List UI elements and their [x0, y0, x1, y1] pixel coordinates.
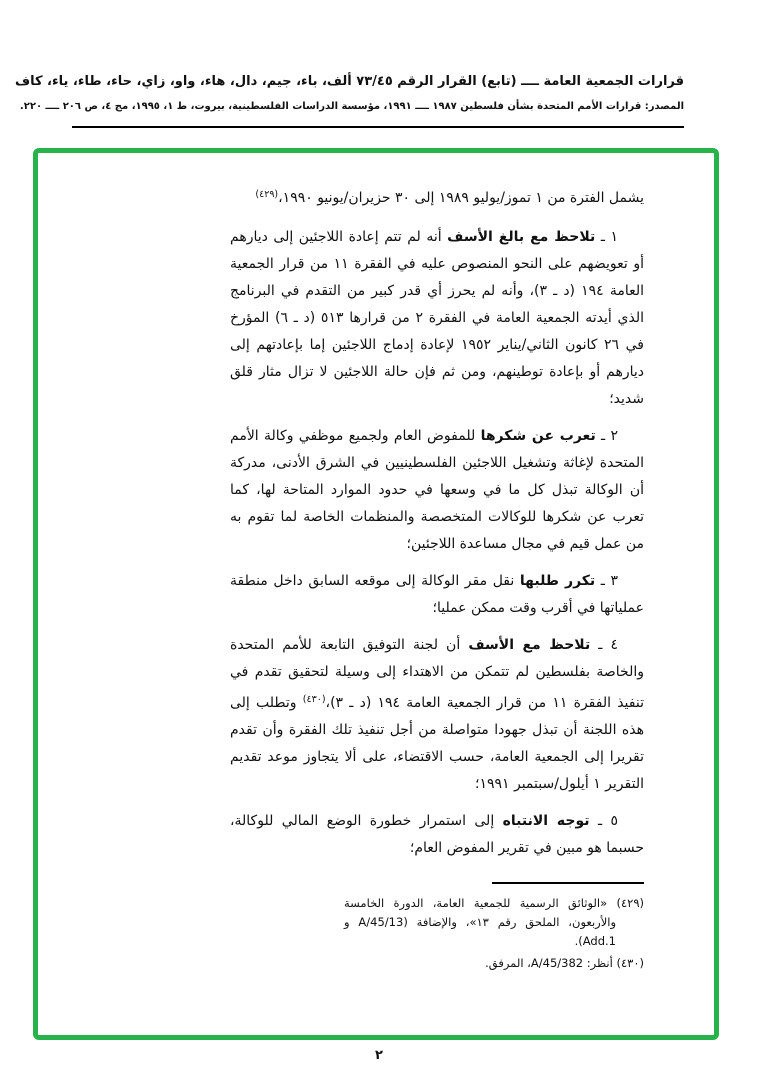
resolution-text-block [38, 153, 714, 1035]
paragraph-number: ١ ـ [600, 229, 618, 245]
footnote-ref-429: (٤٢٩) [255, 189, 279, 200]
paragraph-number: ٤ ـ [598, 637, 619, 653]
header-divider [72, 126, 684, 128]
scan-highlight-frame [33, 148, 719, 1040]
paragraph-lead: تعرب عن شكرها [480, 428, 596, 444]
page-header-title: قرارات الجمعية العامة ــــ (تابع) القرار الرقم ٧٣/٤٥ ألف، باء، جيم، دال، هاء، واو، زاي، حاء، طاء، ياء، كاف [14, 74, 684, 89]
operative-paragraph-2 [230, 423, 644, 558]
paragraph-lead: تلاحظ مع بالغ الأسف [447, 229, 596, 245]
paragraph-text: إلى استمرار خطورة الوضع المالي للوكالة، حسبما هو مبين في تقرير المفوض العام؛ [230, 813, 644, 856]
paragraph-text: للمفوض العام ولجميع موظفي وكالة الأمم المتحدة لإغاثة وتشغيل اللاجئين الفلسطينيين في الشرق الأدنى، مدركة أن الوكالة تبذل كل ما في وسعها في حدود الموارد المتاحة لها، كما تعرب عن شكرها للوكالات المتخصصة والمنظمات الخاصة لما تقوم به من عمل قيم في مجال مساعدة اللاجئين؛ [230, 428, 644, 552]
paragraph-lead: توجه الانتباه [502, 813, 590, 829]
operative-paragraph-3 [230, 568, 644, 622]
paragraph-lead: تكرر طلبها [519, 573, 596, 589]
paragraph-text: يشمل الفترة من ١ تموز/يوليو ١٩٨٩ إلى ٣٠ حزيران/يونيو ١٩٩٠، [278, 190, 644, 206]
paragraph-text: نقل مقر الوكالة إلى موقعه السابق داخل منطقة عملياتها في أقرب وقت ممكن عمليا؛ [230, 573, 644, 616]
page-header-source: المصدر: قرارات الأمم المتحدة بشأن فلسطين ١٩٨٧ ــــ ١٩٩١، مؤسسة الدراسات الفلسطينية، بيروت، ط ١، ١٩٩٥، مج ٤، ص ٢٠٦ ــــ ٢٢٠. [19, 101, 684, 112]
paragraph-text: أنه لم تتم إعادة اللاجئين إلى ديارهم أو تعويضهم على النحو المنصوص عليه في الفقرة ١١ من قرار الجمعية العامة ١٩٤ (د ـ ٣)، وأنه لم يحرز أي قدر كبير من التقدم في البرنامج الذي أيدته الجمعية العامة في الفقرة ٢ من قرارها ٥١٣ (د ـ ٦) المؤرخ في ٢٦ كانون الثاني/يناير ١٩٥٢ لإعادة إدماج اللاجئين إما بإعادتهم إلى ديارهم أو بإعادة توطينهم، ومن ثم فإن حالة اللاجئين لا تزال مثار قلق شديد؛ [230, 229, 644, 407]
footnotes-section [230, 882, 644, 973]
footnote-430: (٤٣٠) أنظر: A/45/382، المرفق. [485, 956, 644, 970]
paragraph-lead: تلاحظ مع الأسف [468, 637, 591, 653]
paragraph-number: ٣ ـ [600, 573, 618, 589]
operative-paragraph-1 [230, 224, 644, 413]
footnote-separator [492, 882, 644, 884]
paragraph-number: ٥ ـ [597, 813, 619, 829]
preamble-paragraph [230, 181, 644, 212]
operative-paragraph-5 [230, 808, 644, 862]
page-number: ٢ [375, 1048, 383, 1063]
paragraph-text: وتطلب إلى هذه اللجنة أن تبذل جهودا متواصلة من أجل تنفيذ تلك الفقرة وأن تقدم تقريرا إلى الجمعية العامة، حسب الاقتضاء، على ألا يتجاوز موعد تقديم التقرير ١ أيلول/سبتمبر ١٩٩١؛ [230, 695, 644, 792]
footnote-429: (٤٢٩) «الوثائق الرسمية للجمعية العامة، الدورة الخامسة والأربعون، الملحق رقم ١٣»، والإضافة (A/45/13 و Add.1). [344, 896, 644, 948]
paragraph-text: أن لجنة التوفيق التابعة للأمم المتحدة والخاصة بفلسطين لم تتمكن من الاهتداء إلى وسيلة لتحقيق تقدم في تنفيذ الفقرة ١١ من قرار الجمعية العامة ١٩٤ (د ـ ٣)، [230, 637, 644, 711]
operative-paragraph-4 [230, 632, 644, 798]
footnote-ref-430: (٤٣٠) [302, 694, 326, 705]
paragraph-number: ٢ ـ [601, 428, 618, 444]
